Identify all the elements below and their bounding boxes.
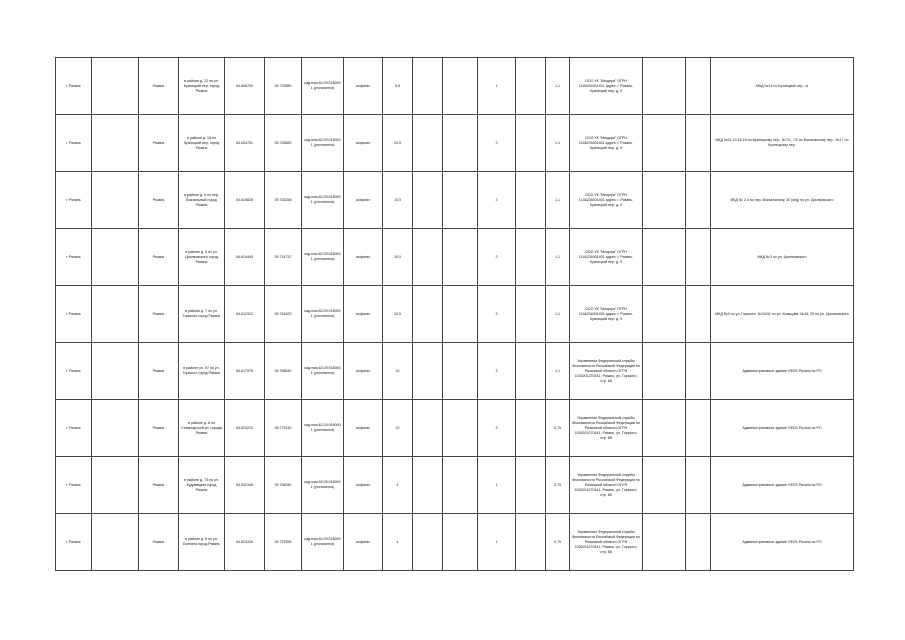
cell-city: г. Рязань [56, 286, 92, 343]
empty-cell [516, 286, 546, 343]
empty-cell [443, 58, 478, 115]
empty-cell [643, 58, 686, 115]
empty-cell [516, 514, 546, 571]
table-row [56, 229, 854, 286]
cell-containers: 3 [478, 343, 516, 400]
cell-surface: асфальт [344, 58, 383, 115]
cell-containers: 3 [478, 286, 516, 343]
cell-volume: 0,75 [546, 400, 570, 457]
empty-cell [516, 229, 546, 286]
empty-cell [92, 400, 139, 457]
cell-containers: 3 [478, 400, 516, 457]
cell-sources: Административное здание УФСБ России по РО [711, 514, 854, 571]
empty-cell [643, 400, 686, 457]
empty-cell [413, 172, 443, 229]
cell-lon: 39.735258 [265, 172, 302, 229]
cell-city: г. Рязань [56, 343, 92, 400]
cell-lat: 54.615826 [225, 172, 265, 229]
empty-cell [92, 172, 139, 229]
cell-lon: 39.758540 [265, 343, 302, 400]
cell-cadastre: кад.ном.62:29:0180001 (уточняется) [302, 457, 344, 514]
cell-containers: 3 [478, 115, 516, 172]
cell-district: Рязань [139, 172, 179, 229]
cell-lon: 39.729580 [265, 58, 302, 115]
cell-lat: 54.606700 [225, 58, 265, 115]
container-sites-table [55, 57, 854, 571]
empty-cell [643, 172, 686, 229]
empty-cell [516, 115, 546, 172]
cell-sources: Административное здание УФСБ России по РО [711, 400, 854, 457]
table-row [56, 172, 854, 229]
cell-area: 4 [383, 457, 413, 514]
empty-cell [516, 343, 546, 400]
cell-owner: ООО УК "Мещера" ОГРН 1146234001401 адрес: г. Рязань, Кузнецкий пер. д. 9 [570, 115, 643, 172]
cell-location: в районе д. 73 по ул. Кудрявцева город Рязань [179, 457, 225, 514]
empty-cell [516, 400, 546, 457]
cell-city: г. Рязань [56, 400, 92, 457]
empty-cell [413, 58, 443, 115]
empty-cell [643, 286, 686, 343]
cell-location: в районе д. 6 по пер. Вокзальный город Рязань [179, 172, 225, 229]
table-row [56, 514, 854, 571]
empty-cell [443, 286, 478, 343]
cell-owner: Управление Федеральной службы безопасности Российской Федерации по Рязанской области ОГРН 1026201270441, Рязань, ул. Горького, стр. 68 [570, 400, 643, 457]
empty-cell [643, 457, 686, 514]
cell-containers: 3 [478, 172, 516, 229]
cell-sources: МКД № 2,4 по пер. Вокзальному, 30 (м/д) по ул. Циолковского [711, 172, 854, 229]
empty-cell [92, 115, 139, 172]
empty-cell [686, 286, 711, 343]
cell-volume: 1,1 [546, 115, 570, 172]
empty-cell [643, 229, 686, 286]
cell-area: 10 [383, 343, 413, 400]
cell-location: в районе д. 8 по ул. Есенина город Рязань [179, 514, 225, 571]
cell-city: г. Рязань [56, 58, 92, 115]
cell-district: Рязань [139, 115, 179, 172]
cell-district: Рязань [139, 343, 179, 400]
cell-cadastre: кад.ном.62:29:0180001 (уточняется) [302, 58, 344, 115]
table-row [56, 457, 854, 514]
cell-volume: 0,75 [546, 514, 570, 571]
cell-volume: 1,1 [546, 286, 570, 343]
empty-cell [516, 172, 546, 229]
empty-cell [413, 286, 443, 343]
cell-sources: МКД №13 по Кузнецкий пер., м [711, 58, 854, 115]
empty-cell [443, 400, 478, 457]
cell-volume: 1,1 [546, 172, 570, 229]
table-row [56, 343, 854, 400]
cell-district: Рязань [139, 229, 179, 286]
cell-lat: 54.623222 [225, 400, 265, 457]
empty-cell [443, 172, 478, 229]
cell-location: в районе д. 22 по ул. Кузнецкий пер. город Рязань [179, 58, 225, 115]
cell-owner: Управление Федеральной службы безопасности Российской Федерации по Рязанской области ОГРН 1026201270441, Рязань, ул. Горького, стр. 68 [570, 343, 643, 400]
cell-cadastre: кад.ном.62:29:0180001 (уточняется) [302, 400, 344, 457]
empty-cell [686, 514, 711, 571]
cell-owner: ООО УК "Мещера" ОГРН 1146234001401 адрес: г. Рязань, Кузнецкий пер. д. 9 [570, 229, 643, 286]
cell-containers: 1 [478, 514, 516, 571]
cell-location: в районе ул. 97 по ул. Горького город Рязань [179, 343, 225, 400]
cell-containers: 1 [478, 58, 516, 115]
cell-volume: 1,1 [546, 229, 570, 286]
cell-district: Рязань [139, 58, 179, 115]
cell-area: 10,5 [383, 172, 413, 229]
cell-district: Рязань [139, 286, 179, 343]
cell-lat: 54.604781 [225, 115, 265, 172]
empty-cell [516, 457, 546, 514]
empty-cell [92, 514, 139, 571]
empty-cell [686, 400, 711, 457]
cell-area: 10,5 [383, 229, 413, 286]
cell-surface: асфальт [344, 457, 383, 514]
empty-cell [92, 286, 139, 343]
empty-cell [686, 343, 711, 400]
empty-cell [686, 172, 711, 229]
empty-cell [443, 343, 478, 400]
table-row [56, 400, 854, 457]
cell-surface: асфальт [344, 286, 383, 343]
cell-cadastre: кад.ном.62:29:0180001 (уточняется) [302, 514, 344, 571]
cell-cadastre: кад.ном.62:29:0180001 (уточняется) [302, 286, 344, 343]
empty-cell [443, 514, 478, 571]
empty-cell [92, 343, 139, 400]
cell-city: г. Рязань [56, 457, 92, 514]
cell-cadastre: кад.ном.62:29:0180001 (уточняется) [302, 229, 344, 286]
cell-location: в районе д. 3 по ул. Циолковского город Рязань [179, 229, 225, 286]
cell-district: Рязань [139, 514, 179, 571]
empty-cell [413, 400, 443, 457]
cell-district: Рязань [139, 400, 179, 457]
cell-sources: Административное здание УФСБ России по РО [711, 343, 854, 400]
cell-cadastre: кад.ном.62:29:0180001 (уточняется) [302, 343, 344, 400]
cell-containers: 3 [478, 229, 516, 286]
cell-location: в районе д. 7 по ул. Горького город Рязань [179, 286, 225, 343]
cell-surface: асфальт [344, 514, 383, 571]
cell-lat: 54.612312 [225, 286, 265, 343]
cell-lon: 39.737595 [265, 514, 302, 571]
cell-area: 10 [383, 400, 413, 457]
cell-surface: асфальт [344, 172, 383, 229]
empty-cell [413, 457, 443, 514]
cell-lon: 39.744620 [265, 286, 302, 343]
empty-cell [92, 58, 139, 115]
cell-sources: МКД №11,13,18,19 по Кузнецкому пер., №7/1, 7/2 по Вокзальному пер., №17 по Кузнецкому пер. [711, 115, 854, 172]
cell-area: 5,5 [383, 58, 413, 115]
empty-cell [443, 229, 478, 286]
cell-city: г. Рязань [56, 229, 92, 286]
cell-city: г. Рязань [56, 115, 92, 172]
cell-surface: асфальт [344, 229, 383, 286]
empty-cell [413, 343, 443, 400]
cell-volume: 1,1 [546, 58, 570, 115]
cell-district: Рязань [139, 457, 179, 514]
cell-lon: 39.736040 [265, 457, 302, 514]
empty-cell [516, 58, 546, 115]
empty-cell [686, 115, 711, 172]
table-row [56, 286, 854, 343]
cell-surface: асфальт [344, 115, 383, 172]
cell-lat: 54.617978 [225, 343, 265, 400]
cell-owner: ООО УК "Мещера" ОГРН 1146234001401 адрес: г. Рязань, Кузнецкий пер. д. 9 [570, 172, 643, 229]
empty-cell [413, 514, 443, 571]
empty-cell [443, 115, 478, 172]
cell-sources: МКД №3 по ул. Циолковского [711, 229, 854, 286]
cell-lat: 54.624335 [225, 514, 265, 571]
empty-cell [92, 457, 139, 514]
cell-containers: 1 [478, 457, 516, 514]
empty-cell [686, 58, 711, 115]
cell-surface: асфальт [344, 400, 383, 457]
empty-cell [643, 343, 686, 400]
table-row [56, 115, 854, 172]
empty-cell [643, 514, 686, 571]
cell-owner: Управление Федеральной службы безопасности Российской Федерации по Рязанской области ОГРН 1026201270441, Рязань, ул. Горького, стр. 68 [570, 457, 643, 514]
cell-lat: 54.614445 [225, 229, 265, 286]
empty-cell [686, 229, 711, 286]
empty-cell [413, 229, 443, 286]
cell-owner: ООО УК "Мещера" ОГРН 1146234001401 адрес: г. Рязань, Кузнецкий пер. д. 9 [570, 286, 643, 343]
cell-location: в районе д. 18 по Кузнецкий пер. город Рязань [179, 115, 225, 172]
cell-location: в районе д. 8 по Семинарской ул. города Рязань [179, 400, 225, 457]
cell-lon: 39.779110 [265, 400, 302, 457]
cell-cadastre: кад.ном.62:29:0180001 (уточняется) [302, 172, 344, 229]
cell-owner: Управление Федеральной службы безопасности Российской Федерации по Рязанской области ОГРН 1026201270441, Рязань, ул. Горького, стр. 68 [570, 514, 643, 571]
table-row [56, 58, 854, 115]
cell-city: г. Рязань [56, 172, 92, 229]
cell-lat: 54.632346 [225, 457, 265, 514]
cell-city: г. Рязань [56, 514, 92, 571]
cell-area: 10,5 [383, 286, 413, 343]
cell-area: 4 [383, 514, 413, 571]
cell-owner: ООО УК "Мещера" ОГРН 1146234001401 адрес: г. Рязань, Кузнецкий пер. д. 9 [570, 58, 643, 115]
empty-cell [686, 457, 711, 514]
cell-area: 10,5 [383, 115, 413, 172]
cell-surface: асфальт [344, 343, 383, 400]
cell-volume: 1,1 [546, 343, 570, 400]
empty-cell [92, 229, 139, 286]
cell-sources: МКД №3 по ул. Горького, №34/41 по ул. Кольцова, №18, 20 по ул. Циолковского [711, 286, 854, 343]
cell-lon: 39.734737 [265, 229, 302, 286]
table-body [56, 58, 854, 571]
empty-cell [443, 457, 478, 514]
cell-lon: 39.728582 [265, 115, 302, 172]
empty-cell [643, 115, 686, 172]
cell-volume: 0,75 [546, 457, 570, 514]
cell-cadastre: кад.ном.62:29:0180001 (уточняется) [302, 115, 344, 172]
empty-cell [413, 115, 443, 172]
cell-sources: Административное здание УФСБ России по РО [711, 457, 854, 514]
